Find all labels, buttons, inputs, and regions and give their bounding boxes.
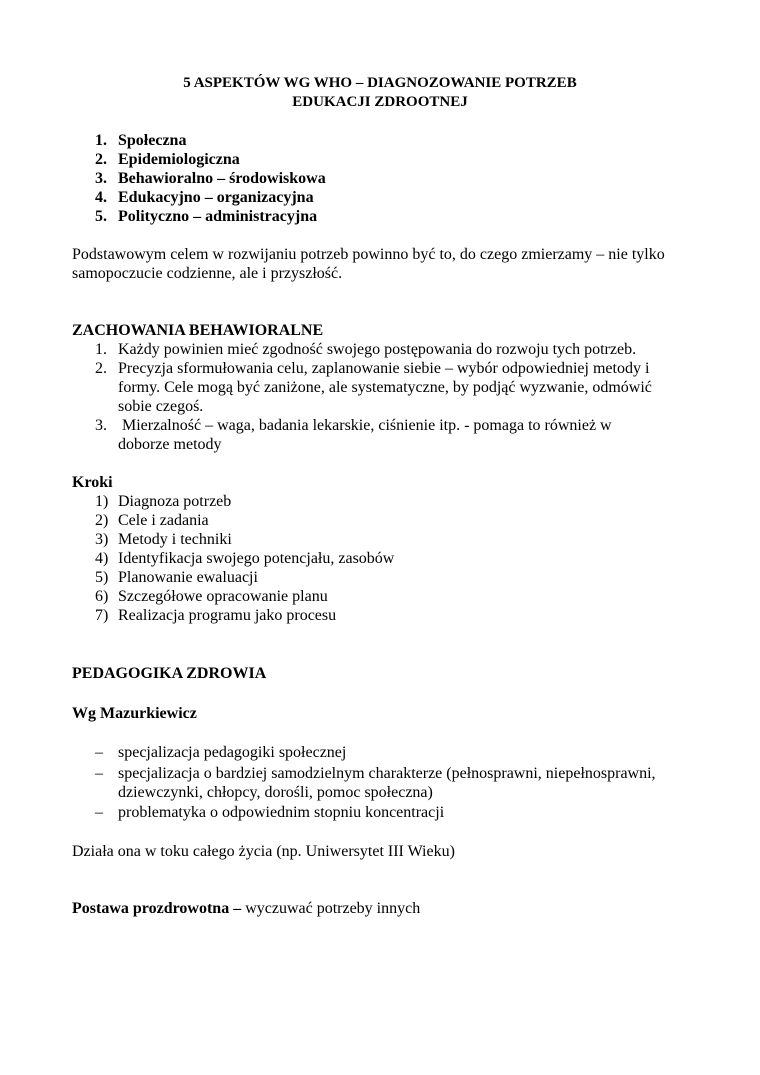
- document-title-line-1: 5 ASPEKTÓW WG WHO – DIAGNOZOWANIE POTRZEB: [183, 75, 577, 91]
- step-number: 1): [95, 493, 109, 510]
- behavioral-number: 1.: [95, 341, 107, 358]
- bullet-dash: –: [95, 804, 103, 821]
- attitude-paragraph: [72, 899, 420, 918]
- step-item: Metody i techniki: [118, 531, 232, 548]
- steps-heading: Kroki: [72, 474, 113, 491]
- pedagogy-note: Działa ona w toku całego życia (np. Uniwersytet III Wieku): [72, 843, 455, 860]
- behavioral-item-line: doborze metody: [118, 436, 222, 453]
- intro-line: samopoczucie codzienne, ale i przyszłość.: [72, 265, 343, 282]
- bullet-item-line: specjalizacja o bardziej samodzielnym charakterze (pełnosprawni, niepełnosprawni,: [118, 765, 656, 782]
- aspect-number: 5.: [95, 208, 107, 225]
- step-number: 7): [95, 607, 109, 624]
- aspect-number: 2.: [95, 151, 107, 168]
- behavioral-number: 2.: [95, 360, 107, 377]
- step-number: 6): [95, 588, 109, 605]
- step-number: 2): [95, 512, 109, 529]
- aspect-number: 1.: [95, 132, 107, 149]
- bullet-dash: –: [95, 765, 103, 782]
- behavioral-item-line: formy. Cele mogą być zaniżone, ale systematyczne, by podjąć wyzwanie, odmówić: [118, 379, 652, 396]
- bullet-item-line: problematyka o odpowiednim stopniu koncentracji: [118, 804, 445, 821]
- attitude-label: Postawa prozdrowotna –: [72, 900, 242, 917]
- step-item: Planowanie ewaluacji: [118, 569, 258, 586]
- aspect-item: Społeczna: [118, 132, 187, 149]
- document-title-line-2: EDUKACJI ZDROOTNEJ: [292, 94, 468, 110]
- pedagogy-subheading: Wg Mazurkiewicz: [72, 705, 197, 722]
- bullet-item-line: dziewczynki, chłopcy, dorośli, pomoc społeczna): [118, 784, 433, 801]
- attitude-text: wyczuwać potrzeby innych: [241, 900, 421, 917]
- aspect-item: Behawioralno – środowiskowa: [118, 170, 326, 187]
- step-item: Identyfikacja swojego potencjału, zasobów: [118, 550, 395, 567]
- behavioral-heading: ZACHOWANIA BEHAWIORALNE: [72, 322, 324, 339]
- step-number: 4): [95, 550, 109, 567]
- step-number: 5): [95, 569, 109, 586]
- intro-line: Podstawowym celem w rozwijaniu potrzeb powinno być to, do czego zmierzamy – nie tylko: [72, 246, 665, 263]
- behavioral-item-line: sobie czegoś.: [118, 398, 204, 415]
- pedagogy-heading: PEDAGOGIKA ZDROWIA: [72, 665, 267, 682]
- bullet-item-line: specjalizacja pedagogiki społecznej: [118, 744, 347, 761]
- aspect-item: Edukacyjno – organizacyjna: [118, 189, 314, 206]
- behavioral-item-line: Mierzalność – waga, badania lekarskie, ciśnienie itp. - pomaga to również w: [118, 417, 612, 434]
- step-item: Cele i zadania: [118, 512, 209, 529]
- step-item: Szczegółowe opracowanie planu: [118, 588, 328, 605]
- step-number: 3): [95, 531, 109, 548]
- step-item: Realizacja programu jako procesu: [118, 607, 337, 624]
- behavioral-number: 3.: [95, 417, 107, 434]
- step-item: Diagnoza potrzeb: [118, 493, 232, 510]
- behavioral-item-line: Każdy powinien mieć zgodność swojego postępowania do rozwoju tych potrzeb.: [118, 341, 637, 358]
- aspect-number: 4.: [95, 189, 107, 206]
- aspect-number: 3.: [95, 170, 107, 187]
- bullet-dash: –: [95, 744, 103, 761]
- behavioral-item-line: Precyzja sformułowania celu, zaplanowanie siebie – wybór odpowiedniej metody i: [118, 360, 650, 377]
- aspect-item: Polityczno – administracyjna: [118, 208, 318, 225]
- aspect-item: Epidemiologiczna: [118, 151, 240, 168]
